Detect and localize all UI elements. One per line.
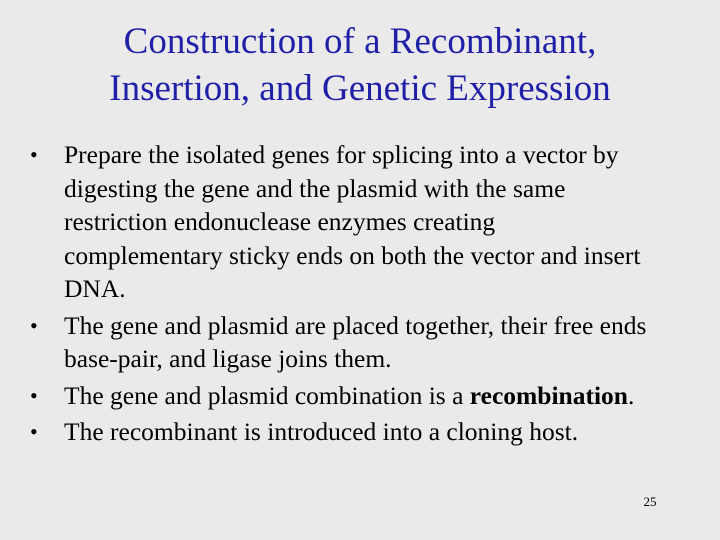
bullet-icon: • xyxy=(30,312,38,338)
bullet-text-after: . xyxy=(627,380,635,410)
slide-title-line-2: Insertion, and Genetic Expression xyxy=(109,68,611,109)
page-number: 25 xyxy=(643,494,657,509)
bullet-text: The recombinant is introduced into a cloning host. xyxy=(64,417,579,446)
bullet-item-3 xyxy=(30,379,660,413)
bullet-icon: • xyxy=(30,419,38,444)
bullet-icon: • xyxy=(30,382,38,408)
bullet-item-4 xyxy=(30,415,660,449)
bullet-bold-term: recombination xyxy=(469,380,628,410)
bullet-text-before: The gene and plasmid combination is a xyxy=(64,380,470,410)
bullet-icon: • xyxy=(30,142,38,167)
bullet-item-2 xyxy=(30,309,660,376)
slide-title xyxy=(40,18,680,112)
bullet-item-1 xyxy=(30,138,660,306)
bullet-text xyxy=(64,381,634,410)
bullet-text: The gene and plasmid are placed together, their free ends base-pair, and ligase joins them. xyxy=(64,310,647,373)
bullet-list xyxy=(30,138,660,452)
slide-title-line-1: Construction of a Recombinant, xyxy=(123,21,597,62)
bullet-text: Prepare the isolated genes for splicing into a vector by digesting the gene and the plasmid with the same restriction endonuclease enzymes creating complementary sticky ends on both the vector and insert DNA. xyxy=(64,140,641,303)
